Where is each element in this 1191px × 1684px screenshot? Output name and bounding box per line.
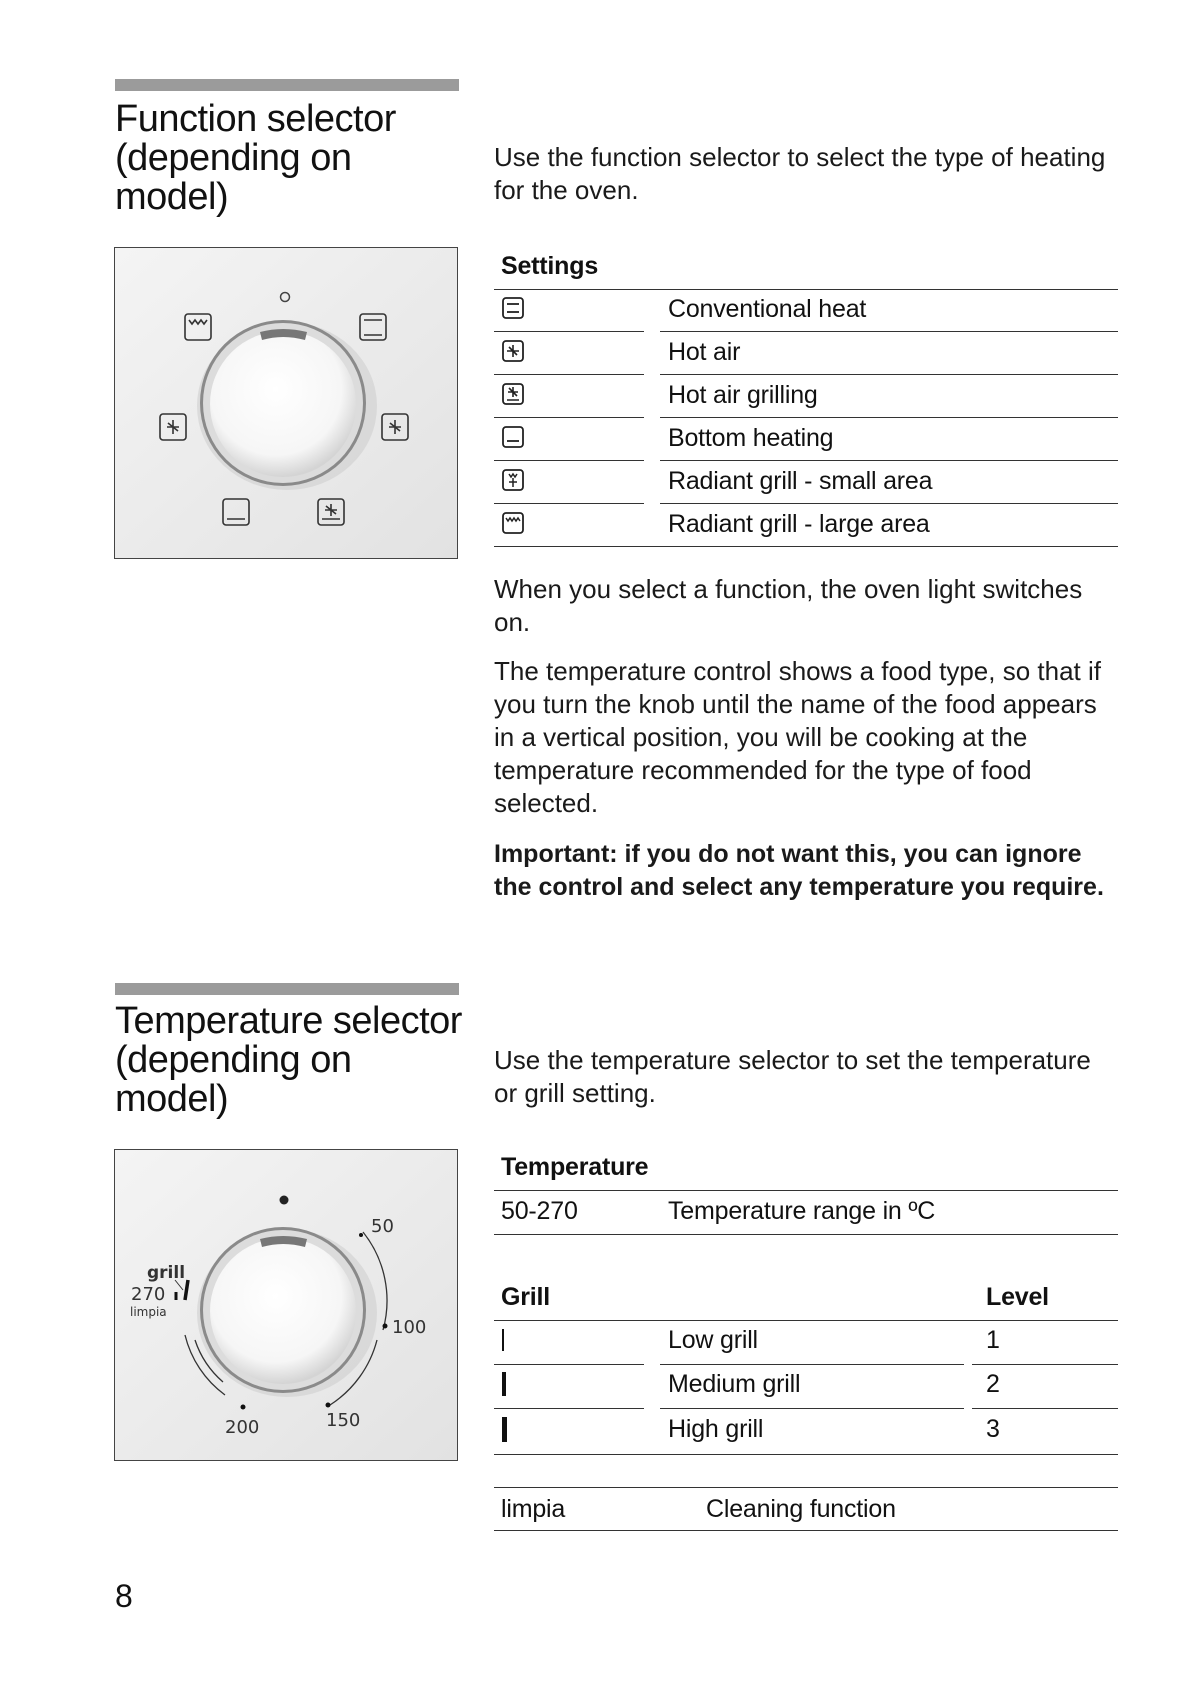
table-rule <box>494 289 1118 290</box>
table-rule <box>660 374 1118 375</box>
table-rule <box>494 1320 1118 1321</box>
table-rule <box>972 1408 1118 1409</box>
table-rule <box>660 1364 964 1365</box>
function-selector-dial-illustration <box>114 247 458 559</box>
settings-label: Radiant grill - small area <box>668 467 933 495</box>
grill-table-header: Grill <box>501 1283 551 1311</box>
table-rule <box>494 1530 1118 1531</box>
table-rule <box>494 1408 644 1409</box>
grill-level: 3 <box>986 1415 1000 1443</box>
page-number: 8 <box>115 1578 133 1614</box>
food-type-note: The temperature control shows a food type, so that if you turn the knob until the name of the food appears in a vertical position, you will be cooking at the temperature recommended for the type of food selected. <box>494 656 1101 818</box>
level-table-header: Level <box>986 1283 1049 1311</box>
section-divider-bar <box>115 983 459 995</box>
table-rule <box>494 331 644 332</box>
dial-label-50: 50 <box>371 1216 394 1237</box>
grill-label: High grill <box>668 1415 764 1443</box>
grill-label: Low grill <box>668 1326 758 1354</box>
dial-label-150: 150 <box>326 1410 361 1431</box>
settings-label: Bottom heating <box>668 424 834 452</box>
grill-level: 2 <box>986 1370 1000 1398</box>
temperature-selector-intro: Use the temperature selector to set the temperature or grill setting. <box>494 1045 1091 1108</box>
temperature-range-value: 50-270 <box>501 1197 578 1225</box>
settings-label: Radiant grill - large area <box>668 510 930 538</box>
table-rule <box>660 460 1118 461</box>
cleaning-label: Cleaning function <box>706 1495 896 1523</box>
table-rule <box>494 1364 644 1365</box>
settings-label: Conventional heat <box>668 295 867 323</box>
dial-label-grill: grill <box>147 1263 186 1283</box>
table-rule <box>494 1487 1118 1488</box>
table-rule <box>494 374 644 375</box>
important-note: Important: if you do not want this, you can ignore the control and select any temperature you require. <box>494 840 1104 901</box>
function-selector-heading: Function selector (depending on model) <box>115 98 396 218</box>
function-selector-intro: Use the function selector to select the type of heating for the oven. <box>494 142 1106 205</box>
radiant-grill-large-icon <box>501 511 525 535</box>
settings-label: Hot air <box>668 338 741 366</box>
high-grill-symbol <box>502 1417 507 1442</box>
dial-label-270: 270 <box>131 1284 166 1305</box>
temperature-selector-heading: Temperature selector (depending on model) <box>115 1000 462 1120</box>
table-rule <box>494 503 644 504</box>
table-rule <box>494 546 1118 547</box>
hot-air-icon <box>501 339 525 363</box>
temperature-range-label: Temperature range in ºC <box>668 1197 936 1225</box>
table-rule <box>494 1190 1118 1191</box>
table-rule <box>494 460 644 461</box>
hot-air-grilling-icon <box>501 382 525 406</box>
dial-label-100: 100 <box>392 1317 427 1338</box>
temperature-table-header: Temperature <box>501 1153 649 1181</box>
grill-label: Medium grill <box>668 1370 801 1398</box>
grill-level: 1 <box>986 1326 1000 1354</box>
settings-label: Hot air grilling <box>668 381 818 409</box>
section-divider-bar <box>115 79 459 91</box>
dial-label-limpia: limpia <box>130 1305 167 1319</box>
table-rule <box>494 1454 1118 1455</box>
table-rule <box>494 1234 1118 1235</box>
temperature-selector-dial-illustration <box>114 1149 458 1461</box>
medium-grill-symbol <box>502 1372 506 1396</box>
dial-label-200: 200 <box>225 1417 260 1438</box>
bottom-heating-icon <box>501 425 525 449</box>
table-rule <box>660 503 1118 504</box>
low-grill-symbol <box>502 1329 504 1351</box>
table-rule <box>660 331 1118 332</box>
settings-table-header: Settings <box>501 252 599 280</box>
table-rule <box>660 1408 964 1409</box>
table-rule <box>972 1364 1118 1365</box>
table-rule <box>494 417 644 418</box>
cleaning-value: limpia <box>501 1495 566 1523</box>
radiant-grill-small-icon <box>501 468 525 492</box>
conventional-heat-icon <box>501 296 525 320</box>
table-rule <box>660 417 1118 418</box>
oven-light-note: When you select a function, the oven light switches on. <box>494 574 1083 637</box>
